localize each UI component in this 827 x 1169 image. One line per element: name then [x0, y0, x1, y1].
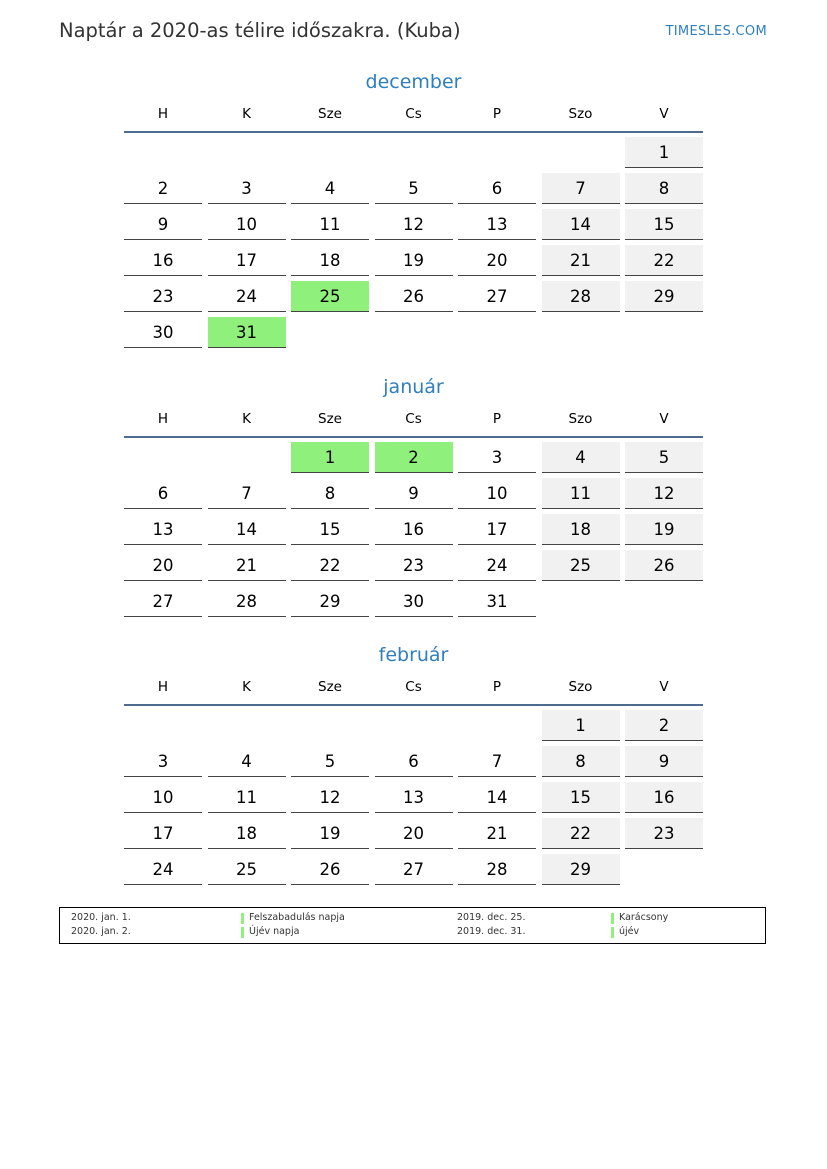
weekday-label: Szo — [568, 679, 593, 695]
weekday-label: Sze — [318, 679, 342, 695]
day-cell: 21 — [458, 818, 536, 849]
day-cell: 7 — [542, 173, 620, 204]
holiday-marker — [611, 927, 614, 938]
day-cell: 17 — [208, 245, 286, 276]
day-cell: 20 — [375, 818, 453, 849]
holiday-legend — [59, 907, 766, 944]
day-cell: 7 — [458, 746, 536, 777]
legend-date: 2019. dec. 31. — [457, 926, 526, 937]
day-cell: 29 — [625, 281, 703, 312]
site-link[interactable]: TIMESLES.COM — [665, 24, 767, 39]
holiday-marker — [241, 913, 244, 924]
weekday-label: V — [659, 679, 669, 695]
weekday-label: K — [242, 679, 251, 695]
day-cell: 14 — [542, 209, 620, 240]
day-grid — [124, 133, 703, 353]
weekday-label: Cs — [405, 679, 422, 695]
day-cell: 8 — [291, 478, 369, 509]
day-cell: 1 — [291, 442, 369, 473]
empty-cell — [291, 710, 369, 741]
day-cell: 18 — [208, 818, 286, 849]
legend-name: Újév napja — [249, 926, 300, 937]
weekday-label: H — [157, 679, 169, 695]
day-cell: 27 — [375, 854, 453, 885]
legend-name: Karácsony — [619, 912, 669, 923]
day-cell: 13 — [375, 782, 453, 813]
day-cell: 14 — [208, 514, 286, 545]
weekday-label: P — [492, 411, 502, 427]
day-cell: 26 — [625, 550, 703, 581]
legend-date: 2020. jan. 1. — [71, 912, 131, 923]
month-december — [124, 67, 703, 353]
month-februar — [124, 640, 703, 890]
empty-cell — [458, 137, 536, 168]
legend-name: Felszabadulás napja — [249, 912, 345, 923]
day-cell: 11 — [542, 478, 620, 509]
day-cell: 11 — [291, 209, 369, 240]
day-cell: 21 — [542, 245, 620, 276]
day-cell: 6 — [124, 478, 202, 509]
day-grid — [124, 438, 703, 622]
day-cell: 12 — [625, 478, 703, 509]
empty-cell — [208, 710, 286, 741]
day-cell: 15 — [542, 782, 620, 813]
day-cell: 24 — [124, 854, 202, 885]
day-cell: 4 — [208, 746, 286, 777]
page-title: Naptár a 2020-as télire időszakra. (Kuba) — [59, 19, 461, 42]
day-cell: 29 — [291, 586, 369, 617]
day-cell: 2 — [124, 173, 202, 204]
day-cell: 25 — [208, 854, 286, 885]
day-cell: 28 — [208, 586, 286, 617]
weekday-label: H — [157, 106, 169, 122]
legend-date: 2019. dec. 25. — [457, 912, 526, 923]
day-cell: 5 — [375, 173, 453, 204]
day-cell: 16 — [124, 245, 202, 276]
day-cell: 22 — [625, 245, 703, 276]
day-cell: 1 — [542, 710, 620, 741]
day-cell: 10 — [208, 209, 286, 240]
day-cell: 10 — [458, 478, 536, 509]
weekday-label: V — [659, 411, 669, 427]
weekday-label: K — [242, 106, 251, 122]
empty-cell — [375, 137, 453, 168]
day-cell: 16 — [625, 782, 703, 813]
day-cell: 27 — [124, 586, 202, 617]
day-cell: 25 — [291, 281, 369, 312]
holiday-marker — [611, 913, 614, 924]
month-name: december — [365, 71, 462, 93]
legend-name: újév — [619, 926, 640, 937]
day-cell: 26 — [375, 281, 453, 312]
day-cell: 24 — [458, 550, 536, 581]
day-cell: 19 — [625, 514, 703, 545]
legend-date: 2020. jan. 2. — [71, 926, 131, 937]
weekday-label: Sze — [318, 411, 342, 427]
day-cell: 28 — [542, 281, 620, 312]
weekday-label: Sze — [318, 106, 342, 122]
day-cell: 20 — [458, 245, 536, 276]
day-cell: 31 — [458, 586, 536, 617]
empty-cell — [208, 442, 286, 473]
day-cell: 1 — [625, 137, 703, 168]
weekday-label: P — [492, 106, 502, 122]
empty-cell — [124, 710, 202, 741]
month-name: január — [383, 376, 444, 398]
month-name: február — [378, 644, 449, 666]
empty-cell — [458, 710, 536, 741]
day-cell: 28 — [458, 854, 536, 885]
empty-cell — [124, 442, 202, 473]
day-cell: 17 — [458, 514, 536, 545]
day-cell: 24 — [208, 281, 286, 312]
day-cell: 19 — [375, 245, 453, 276]
empty-cell — [208, 137, 286, 168]
day-cell: 8 — [625, 173, 703, 204]
day-cell: 4 — [542, 442, 620, 473]
day-cell: 6 — [375, 746, 453, 777]
day-cell: 3 — [124, 746, 202, 777]
day-cell: 9 — [625, 746, 703, 777]
day-cell: 9 — [124, 209, 202, 240]
weekday-label: Szo — [568, 411, 593, 427]
day-cell: 23 — [124, 281, 202, 312]
day-cell: 18 — [542, 514, 620, 545]
day-cell: 6 — [458, 173, 536, 204]
day-cell: 30 — [124, 317, 202, 348]
day-cell: 9 — [375, 478, 453, 509]
day-cell: 27 — [458, 281, 536, 312]
day-cell: 29 — [542, 854, 620, 885]
day-cell: 2 — [625, 710, 703, 741]
day-cell: 3 — [458, 442, 536, 473]
weekday-label: P — [492, 679, 502, 695]
weekday-label: V — [659, 106, 669, 122]
day-cell: 4 — [291, 173, 369, 204]
day-cell: 5 — [625, 442, 703, 473]
empty-cell — [542, 137, 620, 168]
day-cell: 23 — [375, 550, 453, 581]
day-cell: 14 — [458, 782, 536, 813]
holiday-marker — [241, 927, 244, 938]
day-cell: 25 — [542, 550, 620, 581]
day-cell: 30 — [375, 586, 453, 617]
day-cell: 13 — [458, 209, 536, 240]
day-cell: 22 — [291, 550, 369, 581]
day-cell: 5 — [291, 746, 369, 777]
empty-cell — [291, 137, 369, 168]
day-cell: 23 — [625, 818, 703, 849]
weekday-label: Szo — [568, 106, 593, 122]
weekday-label: Cs — [405, 411, 422, 427]
day-cell: 22 — [542, 818, 620, 849]
empty-cell — [375, 710, 453, 741]
day-cell: 11 — [208, 782, 286, 813]
weekday-header — [124, 402, 703, 438]
weekday-header — [124, 97, 703, 133]
day-cell: 20 — [124, 550, 202, 581]
day-cell: 16 — [375, 514, 453, 545]
weekday-header — [124, 670, 703, 706]
day-cell: 12 — [291, 782, 369, 813]
day-cell: 26 — [291, 854, 369, 885]
day-cell: 3 — [208, 173, 286, 204]
day-cell: 13 — [124, 514, 202, 545]
day-cell: 12 — [375, 209, 453, 240]
weekday-label: H — [157, 411, 169, 427]
day-cell: 18 — [291, 245, 369, 276]
empty-cell — [124, 137, 202, 168]
day-cell: 31 — [208, 317, 286, 348]
weekday-label: Cs — [405, 106, 422, 122]
day-cell: 8 — [542, 746, 620, 777]
day-cell: 21 — [208, 550, 286, 581]
day-cell: 15 — [291, 514, 369, 545]
day-cell: 10 — [124, 782, 202, 813]
weekday-label: K — [242, 411, 251, 427]
day-grid — [124, 706, 703, 890]
day-cell: 17 — [124, 818, 202, 849]
day-cell: 2 — [375, 442, 453, 473]
day-cell: 15 — [625, 209, 703, 240]
day-cell: 19 — [291, 818, 369, 849]
month-januar — [124, 372, 703, 622]
day-cell: 7 — [208, 478, 286, 509]
